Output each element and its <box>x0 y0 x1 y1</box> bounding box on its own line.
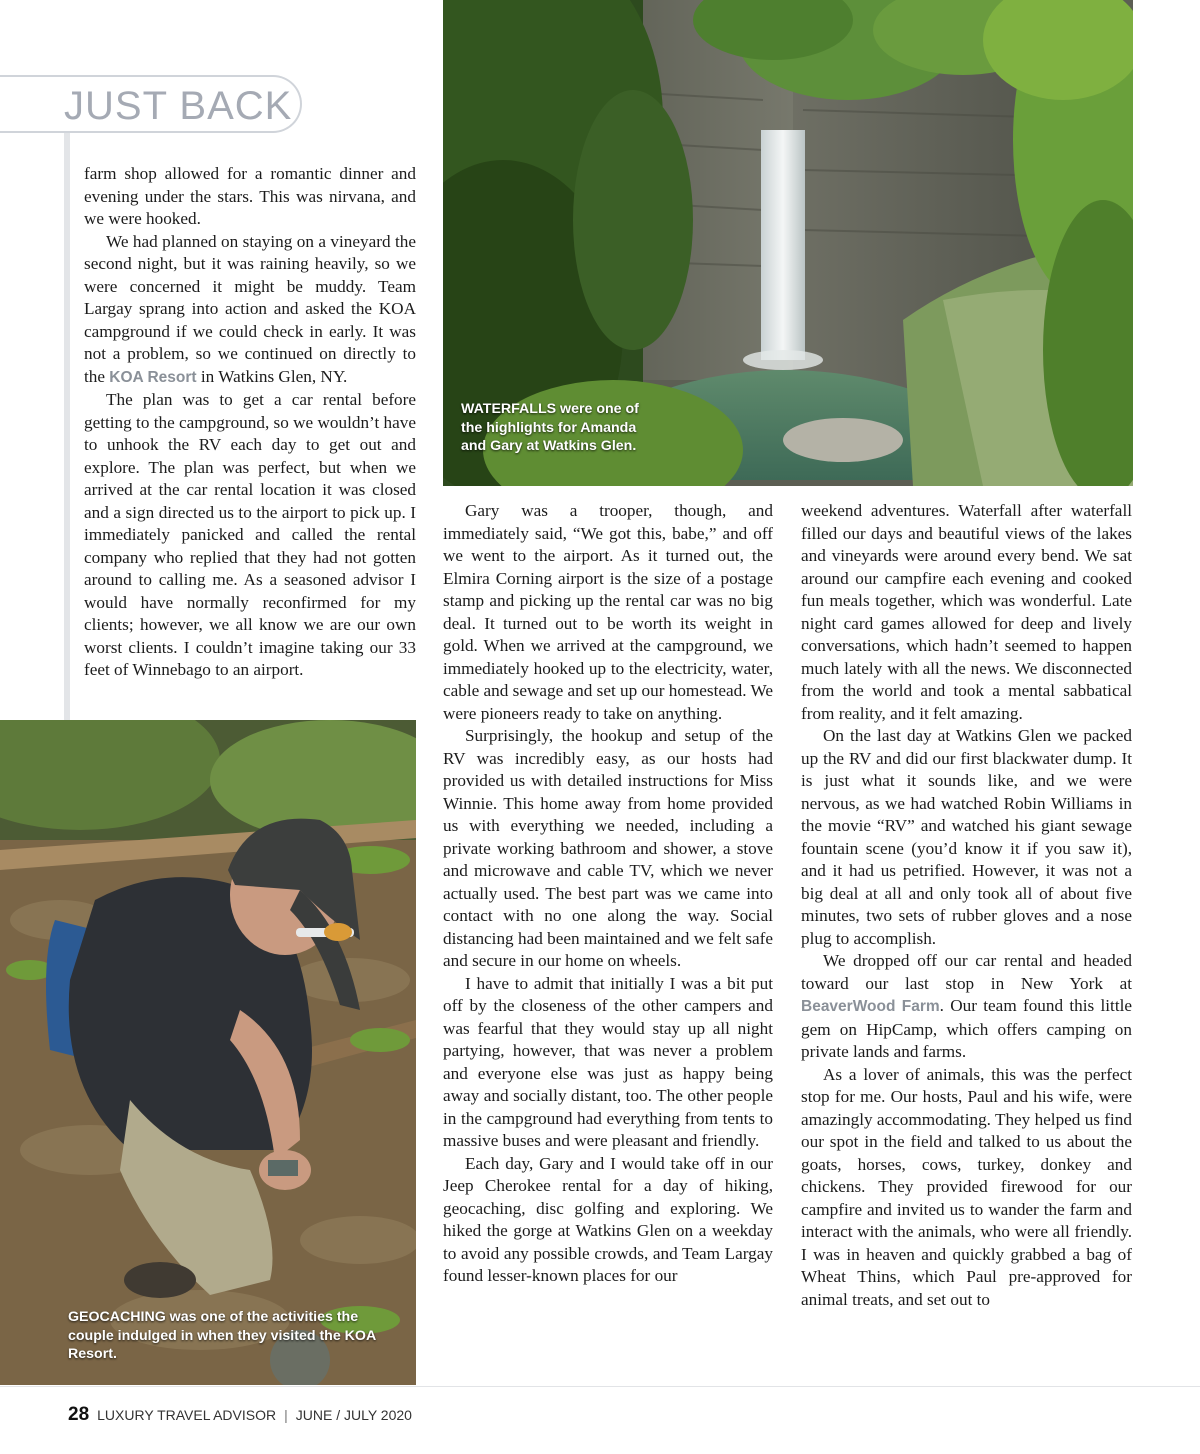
page-footer <box>68 1404 412 1426</box>
section-title: JUST BACK <box>64 84 293 128</box>
issue-date: JUNE / JULY 2020 <box>295 1407 412 1423</box>
text-run: . Our team found this little gem on HipCamp, which offers camping on private lands and farms. <box>801 996 1132 1061</box>
paragraph: As a lover of animals, this was the perfect stop for me. Our hosts, Paul and his wife, were amazingly accommodating. They helped us find our spot in the field and talked to us about the goats, horses, cows, turkey, donkey and chickens. They provided firewood for our campfire and invited us to wander the farm and interact with the animals, who were all friendly. I was in heaven and quickly grabbed a bag of Wheat Thins, which Paul pre-approved for animal treats, and set out to <box>801 1064 1132 1309</box>
page-number: 28 <box>68 1404 90 1425</box>
text-run: in Watkins Glen, NY. <box>196 366 348 386</box>
paragraph: Each day, Gary and I would take off in our Jeep Cherokee rental for a day of hiking, geocaching, disc golfing and exploring. We hiked the gorge at Watkins Glen on a weekday to avoid any possible crowds, and Team Largay found lesser-known places for our <box>443 1153 773 1285</box>
geocaching-photo <box>0 720 416 1385</box>
left-margin-rule <box>64 133 70 720</box>
paragraph: Gary was a trooper, though, and immediately said, “We got this, babe,” and off we went to the airport. As it turned out, the Elmira Corning airport is the size of a postage stamp and picking up the rental car was no big deal. It turned out to be worth its weight in gold. When we arrived at the campground, we immediately hooked up to the electricity, water, cable and sewage and set up our homestead. We were pioneers ready to take on anything. <box>443 501 773 723</box>
article-column-1 <box>84 163 416 682</box>
text-run: We dropped off our car rental and headed toward our last stop in New York at <box>801 951 1132 993</box>
paragraph <box>801 950 1132 1064</box>
paragraph: On the last day at Watkins Glen we packed up the RV and did our first blackwater dump. It is just what it sounds like, and we were nervous, as we had watched Robin Williams in the movie “RV” and watched his giant sewage fountain scene (you’d know it if you saw it), and it had us petrified. However, it was not a big deal at all and only took all of about five minutes, two sets of rubber gloves and a nose plug to accomplish. <box>801 726 1132 948</box>
footer-separator: | <box>284 1407 288 1423</box>
paragraph: The plan was to get a car rental before getting to the campground, so we wouldn’t have to unhook the RV each day to get out and explore. The plan was perfect, but when we arrived at the car rental location it was closed and a sign directed us to the airport to pick up. I immediately panicked and called the rental company who replied that they had not gotten around to calling me. As a seasoned advisor I would have normally reconfirmed for my clients; however, we all know we are our own worst clients. I couldn’t imagine taking our 33 feet of Winnebago to an airport. <box>84 390 416 679</box>
article-column-2 <box>443 500 773 1288</box>
publication-name: LUXURY TRAVEL ADVISOR <box>97 1407 277 1423</box>
text-run: We had planned on staying on a vineyard the second night, but it was raining heavily, so we were concerned it might be muddy. Team Largay sprang into action and asked the KOA campground if we could check in early. It was not a problem, so we continued on directly to the <box>84 231 416 386</box>
geocaching-caption: GEOCACHING was one of the activities the couple indulged in when they visited the KOA Resort. <box>68 1309 376 1362</box>
paragraph: weekend adventures. Waterfall after waterfall filled our days and beautiful views of the lakes and vineyards were around every bend. We sat around our campfire each evening and cooked fun meals together, which was wonderful. Late night card games allowed for deep and lively conversations, which hadn’t seemed to happen much lately with all the news. We disconnected from the world and took a mental sabbatical from reality, and it felt amazing. <box>801 501 1132 723</box>
paragraph: Surprisingly, the hookup and setup of the RV was incredibly easy, as our hosts had provided us with detailed instructions for Miss Winnie. This home away from home provided us with everything we needed, including a private working bathroom and shower, a stove and microwave and cable TV, which we never actually used. The best part was we came into contact with no one along the way. Social distancing had been maintained and we felt safe and secure in our home on wheels. <box>443 726 773 970</box>
waterfall-caption: WATERFALLS were one of the highlights for Amanda and Gary at Watkins Glen. <box>461 401 639 454</box>
beaverwood-farm-link[interactable]: BeaverWood Farm <box>801 998 940 1015</box>
footer-rule <box>0 1386 1200 1387</box>
paragraph: I have to admit that initially I was a bit put off by the closeness of the other campers and was fearful that they would stay up all night partying, however, that was never a problem and everyone else was just as happy being away and socially distant, too. The other people in the campground had everything from tents to massive buses and were pleasant and friendly. <box>443 973 773 1150</box>
article-column-3 <box>801 500 1132 1311</box>
paragraph: farm shop allowed for a romantic dinner and evening under the stars. This was nirvana, and we were hooked. <box>84 164 416 228</box>
koa-resort-link[interactable]: KOA Resort <box>109 368 197 386</box>
paragraph <box>84 231 416 390</box>
